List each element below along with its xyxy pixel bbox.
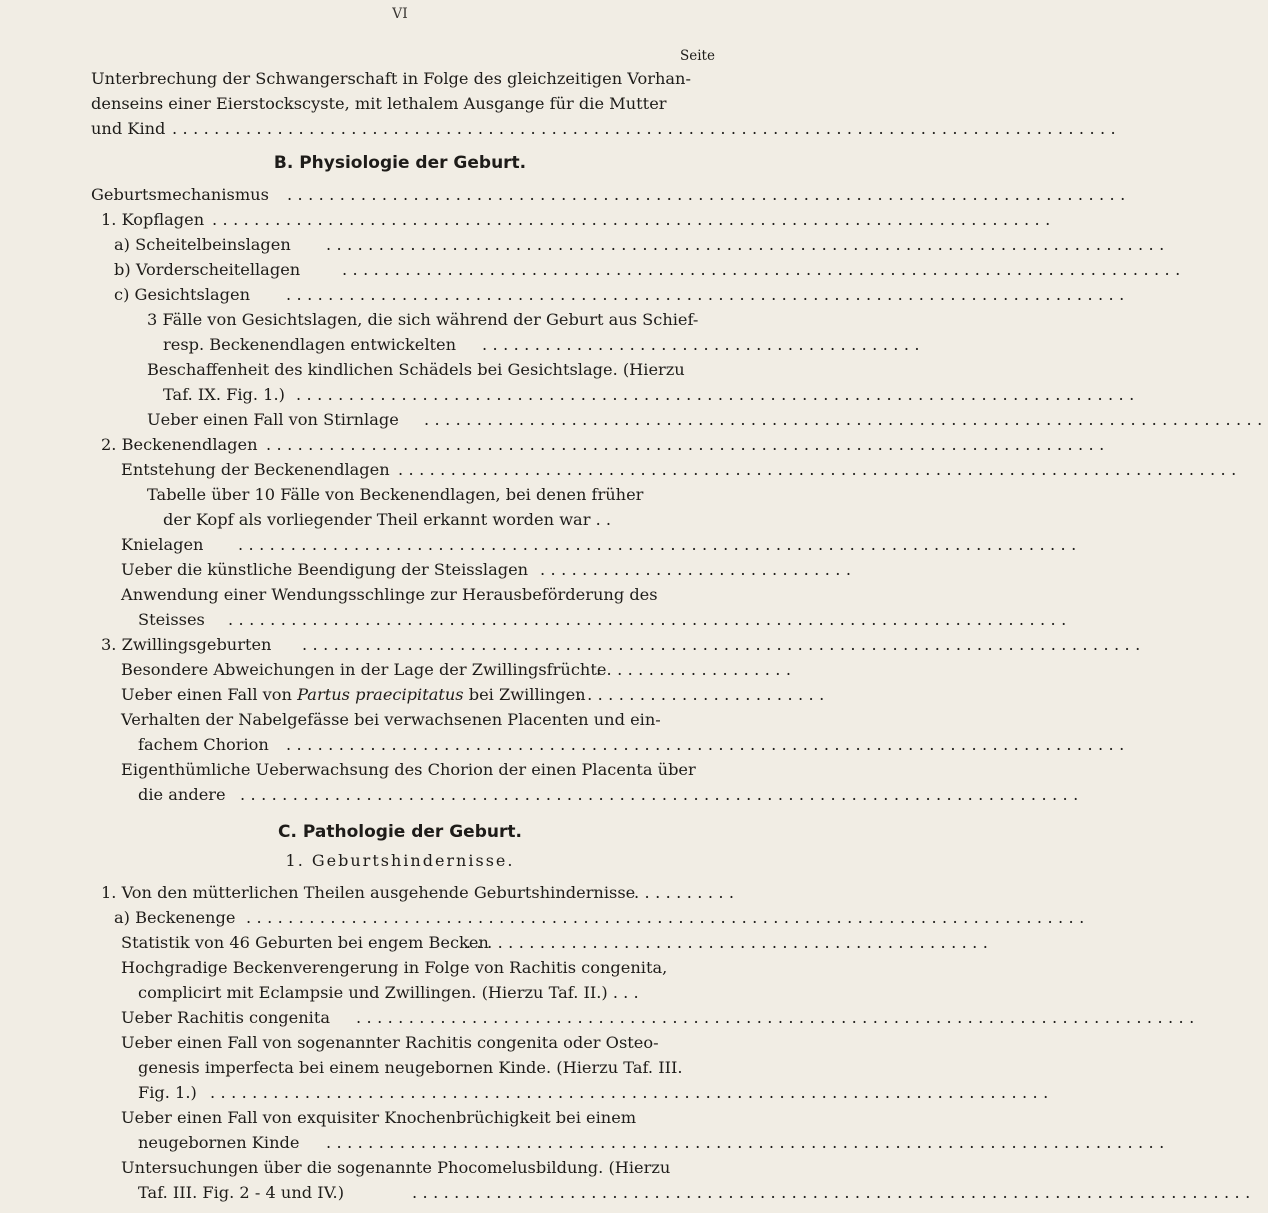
- entry-text: 1. Von den mütterlichen Theilen ausgehende Geburtshindernisse: [101, 883, 636, 902]
- entry-text: 3 Fälle von Gesichtslagen, die sich während der Geburt aus Schief-: [147, 310, 699, 329]
- page-number: VI: [392, 6, 408, 22]
- dot-leader: ..........................................: [482, 335, 925, 354]
- section-heading: B. Physiologie der Geburt.: [273, 153, 527, 173]
- dot-leader: ..........................................................................................: [172, 119, 1122, 138]
- entry-text: Ueber Rachitis congenita: [121, 1008, 330, 1027]
- entry-text: Eigenthümliche Ueberwachsung des Chorion der einen Placenta über: [121, 760, 696, 779]
- dot-leader: ..........: [634, 883, 740, 902]
- entry-text: Ueber die künstliche Beendigung der Steisslagen: [121, 560, 529, 579]
- dot-leader: ................................................................................: [286, 735, 1130, 754]
- entry-text: a) Beckenenge: [114, 908, 236, 927]
- entry-text: Verhalten der Nabelgefässe bei verwachsenen Placenten und ein-: [121, 710, 661, 729]
- entry-text: resp. Beckenendlagen entwickelten: [163, 335, 457, 354]
- dot-leader: ................................................................................: [240, 785, 1084, 804]
- dot-leader: ................................................................................: [342, 260, 1186, 279]
- entry-text: Knielagen: [121, 535, 204, 554]
- entry-text: Anwendung einer Wendungsschlinge zur Herausbeförderung des: [121, 585, 658, 604]
- entry-text: neugebornen Kinde: [138, 1133, 300, 1152]
- entry-text: 3. Zwillingsgeburten: [101, 635, 272, 654]
- dot-leader: ................................................................................: [238, 535, 1082, 554]
- dot-leader: ................................................................................: [212, 210, 1056, 229]
- section-heading: C. Pathologie der Geburt.: [278, 822, 522, 842]
- entry-text-part: Ueber einen Fall von: [121, 685, 292, 704]
- entry-text: Untersuchungen über die sogenannte Phocomelusbildung. (Hierzu: [121, 1158, 671, 1177]
- dot-leader: ...................: [596, 660, 797, 679]
- entry-text: 1. Kopflagen: [101, 210, 205, 229]
- entry-text: genesis imperfecta bei einem neugebornen Kinde. (Hierzu Taf. III.: [138, 1058, 683, 1077]
- entry-text: 2. Beckenendlagen: [101, 435, 258, 454]
- dot-leader: ................................................................................: [287, 185, 1131, 204]
- entry-text: fachem Chorion: [138, 735, 269, 754]
- dot-leader: ................................................................................: [210, 1083, 1054, 1102]
- dot-leader: ................................................................................: [326, 235, 1170, 254]
- dot-leader: ................................................................................: [246, 908, 1090, 927]
- entry-text-part: bei Zwillingen: [463, 685, 586, 704]
- dot-leader: ................................................................................: [302, 635, 1146, 654]
- entry-text: [121, 682, 586, 707]
- entry-text: b) Vorderscheitellagen: [114, 260, 301, 279]
- entry-text: c) Gesichtslagen: [114, 285, 251, 304]
- entry-text: und Kind: [91, 119, 166, 138]
- entry-text: Besondere Abweichungen in der Lage der Zwillingsfrüchte: [121, 660, 607, 679]
- dot-leader: ................................................................................: [228, 610, 1072, 629]
- entry-text: Ueber einen Fall von Stirnlage: [147, 410, 399, 429]
- entry-text: Fig. 1.): [138, 1083, 197, 1102]
- entry-text: der Kopf als vorliegender Theil erkannt worden war . .: [163, 510, 612, 529]
- entry-italic: Partus praecipitatus: [297, 685, 464, 704]
- entry-text: Ueber einen Fall von exquisiter Knochenbrüchigkeit bei einem: [121, 1108, 637, 1127]
- entry-text: complicirt mit Eclampsie und Zwillingen. (Hierzu Taf. II.) . . .: [138, 983, 639, 1002]
- dot-leader: ................................................................................: [286, 285, 1130, 304]
- dot-leader: ................................................................................: [356, 1008, 1200, 1027]
- dot-leader: ..................................................: [466, 933, 994, 952]
- dot-leader: ................................................................................: [424, 410, 1268, 429]
- entry-text: Unterbrechung der Schwangerschaft in Folge des gleichzeitigen Vorhan-: [91, 69, 691, 88]
- seite-column-label: Seite: [680, 48, 715, 64]
- entry-text: Steisses: [138, 610, 205, 629]
- entry-text: Hochgradige Beckenverengerung in Folge von Rachitis congenita,: [121, 958, 668, 977]
- entry-text: Geburtsmechanismus: [91, 185, 269, 204]
- dot-leader: ................................................................................: [412, 1183, 1256, 1202]
- entry-text: a) Scheitelbeinslagen: [114, 235, 291, 254]
- entry-text: die andere: [138, 785, 226, 804]
- entry-text: Statistik von 46 Geburten bei engem Becken: [121, 933, 489, 952]
- entry-text: Entstehung der Beckenendlagen: [121, 460, 390, 479]
- entry-text: denseins einer Eierstockscyste, mit lethalem Ausgange für die Mutter: [91, 94, 667, 113]
- dot-leader: ................................................................................: [266, 435, 1110, 454]
- entry-text: Beschaffenheit des kindlichen Schädels bei Gesichtslage. (Hierzu: [147, 360, 685, 379]
- dot-leader: ................................................................................: [398, 460, 1242, 479]
- dot-leader: ................................................................................: [326, 1133, 1170, 1152]
- entry-text: Ueber einen Fall von sogenannter Rachitis congenita oder Osteo-: [121, 1033, 659, 1052]
- dot-leader: ................................................................................: [296, 385, 1140, 404]
- entry-text: Tabelle über 10 Fälle von Beckenendlagen, bei denen früher: [147, 485, 644, 504]
- dot-leader: ..............................: [540, 560, 857, 579]
- entry-text: Taf. IX. Fig. 1.): [163, 385, 285, 404]
- dot-leader: .........................: [566, 685, 830, 704]
- subsection-heading: 1. Geburtshindernisse.: [285, 851, 515, 870]
- entry-text: Taf. III. Fig. 2 - 4 und IV.): [138, 1183, 345, 1202]
